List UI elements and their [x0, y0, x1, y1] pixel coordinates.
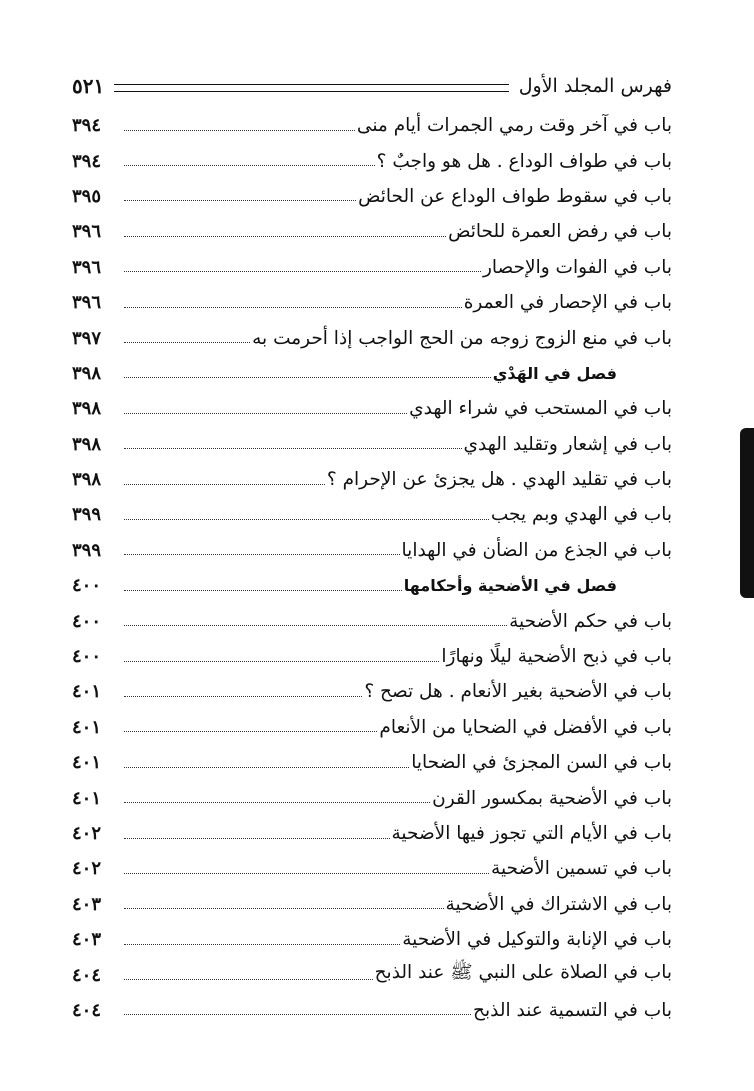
dot-leader	[124, 978, 373, 980]
entry-title: باب في منع الزوج زوجه من الحج الواجب إذا أحرمت به	[252, 327, 672, 349]
section-heading-row	[72, 356, 672, 391]
dot-leader	[124, 483, 325, 485]
dot-leader	[124, 624, 507, 626]
dot-leader	[124, 589, 402, 591]
entry-title: باب في رفض العمرة للحائض	[448, 221, 672, 243]
entry-page-number: ٣٩٥	[72, 185, 102, 207]
dot-leader	[124, 837, 390, 839]
dot-leader	[124, 199, 356, 201]
index-entry-row	[72, 462, 672, 497]
header-rule	[114, 84, 508, 92]
entry-page-number: ٤٠٣	[72, 893, 102, 915]
index-entry-row	[72, 179, 672, 214]
entry-page-number: ٣٩٨	[72, 362, 102, 384]
entry-title: باب في الاشتراك في الأضحية	[445, 893, 672, 915]
dot-leader	[124, 943, 400, 945]
index-entry-row	[72, 745, 672, 780]
index-entry-row	[72, 427, 672, 462]
entry-page-number: ٣٩٩	[72, 504, 102, 526]
entry-title: باب في حكم الأضحية	[509, 610, 672, 632]
dot-leader	[124, 129, 355, 131]
entry-title: باب في المستحب في شراء الهدي	[409, 398, 672, 420]
entry-page-number: ٤٠٠	[72, 646, 102, 668]
page-edge-mark	[740, 428, 754, 598]
entry-title: باب في ذبح الأضحية ليلًا ونهارًا	[441, 646, 672, 668]
entry-page-number: ٣٩٤	[72, 150, 102, 172]
entry-page-number: ٤٠١	[72, 752, 102, 774]
dot-leader	[124, 306, 462, 308]
index-entry-row	[72, 674, 672, 709]
dot-leader	[124, 235, 446, 237]
index-entry-row	[72, 533, 672, 568]
index-entry-row	[72, 957, 672, 992]
entry-page-number: ٣٩٩	[72, 539, 102, 561]
dot-leader	[124, 412, 407, 414]
entry-page-number: ٣٩٨	[72, 433, 102, 455]
entry-title: باب في الأيام التي تجوز فيها الأضحية	[391, 823, 672, 844]
entry-page-number: ٤٠٢	[72, 823, 102, 844]
dot-leader	[124, 164, 375, 166]
dot-leader	[124, 907, 444, 909]
section-heading-text: فصل في الهَدْي	[492, 363, 617, 383]
dot-leader	[124, 766, 409, 768]
index-entry-row	[72, 816, 672, 851]
entry-title: باب في الصلاة على النبي ﷺ عند الذبح	[374, 962, 672, 984]
dot-leader	[124, 553, 400, 555]
dot-leader	[124, 872, 489, 874]
index-page	[72, 60, 672, 1040]
entry-page-number: ٣٩٨	[72, 398, 102, 420]
index-entry-row	[72, 285, 672, 320]
dot-leader	[124, 660, 439, 662]
index-entry-row	[72, 851, 672, 886]
index-entry-row	[72, 887, 672, 922]
dot-leader	[124, 801, 430, 803]
index-entry-row	[72, 780, 672, 815]
index-entry-row	[72, 922, 672, 957]
index-entry-row	[72, 710, 672, 745]
entry-page-number: ٤٠١	[72, 681, 102, 703]
page-number: ٥٢١	[72, 74, 105, 98]
entry-page-number: ٤٠١	[72, 787, 102, 809]
entry-title: باب في تقليد الهدي . هل يجزئ عن الإحرام ؟	[326, 469, 672, 491]
index-entry-row	[72, 603, 672, 638]
entry-title: باب في الفوات والإحصار	[482, 256, 672, 278]
index-entries	[72, 108, 672, 1028]
dot-leader	[124, 518, 489, 520]
dot-leader	[124, 447, 462, 449]
entry-title: باب في الإنابة والتوكيل في الأضحية	[402, 929, 672, 951]
dot-leader	[124, 730, 377, 732]
entry-page-number: ٤٠٤	[72, 964, 102, 986]
dot-leader	[124, 341, 250, 343]
entry-page-number: ٣٩٧	[72, 327, 102, 349]
entry-page-number: ٤٠٢	[72, 858, 102, 880]
index-entry-row	[72, 391, 672, 426]
entry-title: باب في التسمية عند الذبح	[473, 999, 672, 1021]
entry-page-number: ٤٠٤	[72, 999, 102, 1021]
entry-page-number: ٣٩٦	[72, 221, 102, 243]
entry-title: باب في إشعار وتقليد الهدي	[463, 433, 672, 455]
dot-leader	[124, 695, 362, 697]
index-entry-row	[72, 320, 672, 355]
dot-leader	[124, 376, 491, 378]
entry-title: باب في الأضحية بمكسور القرن	[432, 787, 672, 809]
entry-title: باب في الهدي وبم يجب	[490, 504, 672, 526]
section-heading-text: فصل في الأضحية وأحكامها	[403, 576, 617, 596]
dot-leader	[124, 1013, 471, 1015]
entry-title: باب في تسمين الأضحية	[491, 858, 672, 880]
page-header	[72, 68, 672, 104]
entry-page-number: ٤٠٠	[72, 575, 102, 597]
index-entry-row	[72, 639, 672, 674]
entry-page-number: ٣٩٤	[72, 115, 102, 137]
entry-title: باب في الأفضل في الضحايا من الأنعام	[379, 716, 672, 738]
index-entry-row	[72, 143, 672, 178]
entry-title: باب في طواف الوداع . هل هو واجبٌ ؟	[376, 150, 672, 172]
section-heading-row	[72, 568, 672, 603]
entry-title: باب في الجذع من الضأن في الهدايا	[401, 539, 672, 561]
entry-page-number: ٣٩٨	[72, 469, 102, 491]
entry-page-number: ٤٠٠	[72, 610, 102, 632]
dot-leader	[124, 270, 481, 272]
index-entry-row	[72, 993, 672, 1028]
entry-page-number: ٣٩٦	[72, 256, 102, 278]
entry-title: باب في الإحصار في العمرة	[463, 292, 672, 314]
entry-page-number: ٤٠١	[72, 716, 102, 738]
index-entry-row	[72, 250, 672, 285]
entry-page-number: ٣٩٦	[72, 292, 102, 314]
entry-title: باب في آخر وقت رمي الجمرات أيام منى	[356, 115, 672, 137]
entry-title: باب في السن المجزئ في الضحايا	[411, 752, 672, 774]
index-entry-row	[72, 108, 672, 143]
entry-title: باب في سقوط طواف الوداع عن الحائض	[358, 185, 672, 207]
running-title: فهرس المجلد الأول	[518, 75, 672, 97]
index-entry-row	[72, 497, 672, 532]
entry-page-number: ٤٠٣	[72, 929, 102, 951]
entry-title: باب في الأضحية بغير الأنعام . هل تصح ؟	[364, 681, 672, 703]
index-entry-row	[72, 214, 672, 249]
